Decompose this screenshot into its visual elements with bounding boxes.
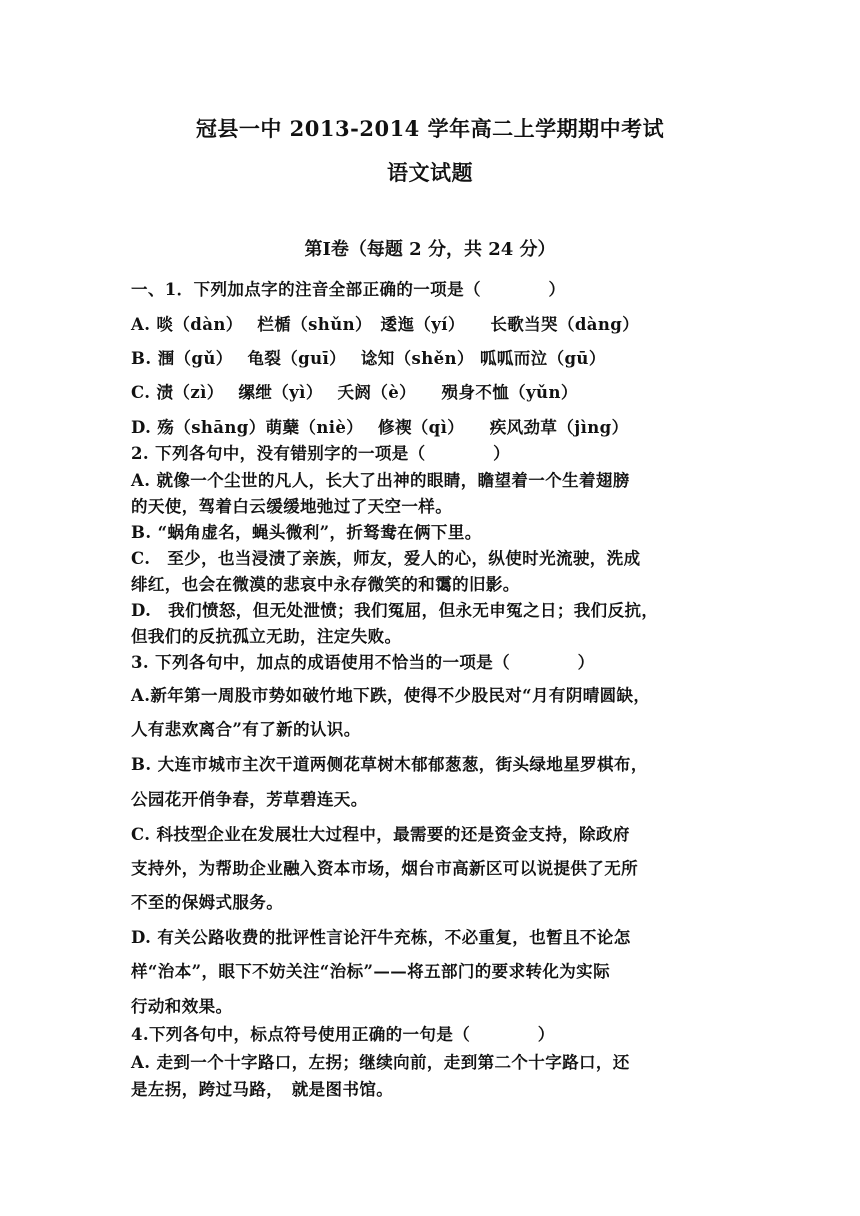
q2-option-c-line-1: C. 至少，也当浸渍了亲族，师友，爱人的心，纵使时光流驶，洗成 [131, 549, 641, 568]
q2-option-d-line-2: 但我们的反抗孤立无助，注定失败。 [131, 627, 402, 646]
q3-option-c-line-3: 不至的保姆式服务。 [131, 893, 284, 912]
q1-option-d: D. 殇（shāng）萌蘖（niè） 修禊（qì） 疾风劲草（jìng） [131, 418, 629, 437]
question-4-stem: 4.下列各句中，标点符号使用正确的一句是（ ） [131, 1025, 555, 1044]
q3-option-b-line-1: B. 大连市城市主次干道两侧花草树木郁郁葱葱，街头绿地星罗棋布， [131, 755, 648, 774]
q3-option-d-line-3: 行动和效果。 [131, 997, 233, 1016]
q2-option-a-line-1: A. 就像一个尘世的凡人，长大了出神的眼睛，瞻望着一个生着翅膀 [131, 471, 630, 490]
exam-title: 冠县一中 2013-2014 学年高二上学期期中考试 [195, 116, 665, 141]
q3-option-c-line-1: C. 科技型企业在发展壮大过程中，最需要的还是资金支持，除政府 [131, 825, 630, 844]
q2-option-c-line-2: 绯红，也会在微漠的悲哀中永存微笑的和霭的旧影。 [131, 575, 520, 594]
q2-option-b: B. “蜗角虚名，蝇头微利”，折驽鸯在俩下里。 [131, 523, 482, 542]
q4-option-a-line-1: A. 走到一个十字路口，左拐；继续向前，走到第二个十字路口，还 [131, 1053, 630, 1072]
q3-option-a-line-2: 人有悲欢离合”有了新的认识。 [131, 720, 361, 739]
q3-option-d-line-2: 样“治本”，眼下不妨关注“治标”——将五部门的要求转化为实际 [131, 962, 610, 981]
section-heading: 第Ⅰ卷（每题 2 分，共 24 分） [304, 239, 556, 260]
q3-option-d-line-1: D. 有关公路收费的批评性言论汗牛充栋，不必重复，也暂且不论怎 [131, 928, 631, 947]
exam-subtitle: 语文试题 [387, 160, 473, 185]
q2-option-d-line-1: D. 我们愤怒，但无处泄愤；我们冤屈，但永无申冤之日；我们反抗， [131, 601, 659, 620]
q1-option-c: C. 渍（zì） 缧绁（yì） 夭阏（è） 殒身不恤（yǔn） [131, 383, 578, 402]
q1-option-a: A. 啖（dàn） 栏楯（shǔn） 逶迤（yí） 长歌当哭（dàng） [131, 315, 640, 334]
q3-option-a-line-1: A.新年第一周股市势如破竹地下跌，使得不少股民对“月有阴晴圆缺， [131, 686, 651, 705]
question-3-stem: 3. 下列各句中，加点的成语使用不恰当的一项是（ ） [131, 653, 595, 672]
question-2-stem: 2. 下列各句中，没有错别字的一项是（ ） [131, 444, 511, 463]
question-1-stem: 一、1．下列加点字的注音全部正确的一项是（ ） [131, 280, 566, 299]
q4-option-a-line-2: 是左拐，跨过马路， 就是图书馆。 [131, 1080, 394, 1099]
q3-option-c-line-2: 支持外，为帮助企业融入资本市场，烟台市高新区可以说提供了无所 [131, 859, 638, 878]
q2-option-a-line-2: 的天使，驾着白云缓缓地弛过了天空一样。 [131, 497, 453, 516]
q1-option-b: B. 涠（gǔ） 龟裂（guī） 谂知（shěn） 呱呱而泣（gū） [131, 349, 606, 368]
q3-option-b-line-2: 公园花开俏争春，芳草碧连天。 [131, 790, 368, 809]
